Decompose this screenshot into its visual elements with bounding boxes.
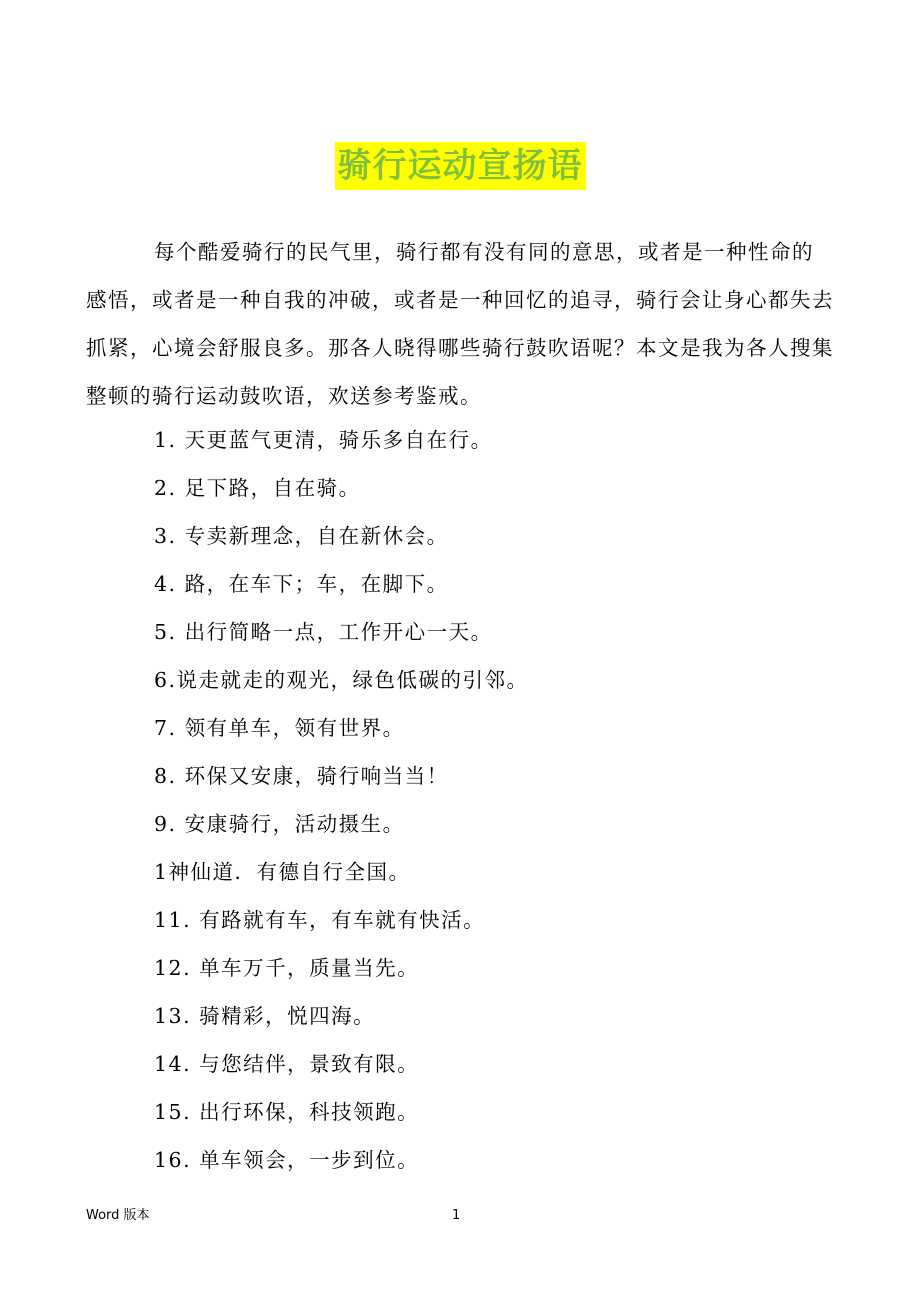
- list-item: 14. 与您结伴，景致有限。: [154, 1052, 420, 1076]
- footer-version-label: Word 版本: [86, 1208, 150, 1223]
- list-item: 6.说走就走的观光，绿色低碳的引邻。: [154, 668, 529, 692]
- list-item: 13. 骑精彩，悦四海。: [154, 1004, 376, 1028]
- list-item: 2. 足下路，自在骑。: [154, 476, 361, 500]
- list-item: 3. 专卖新理念，自在新休会。: [154, 524, 449, 548]
- list-item: 9. 安康骑行，活动摄生。: [154, 812, 405, 836]
- list-item: 11. 有路就有车，有车就有快活。: [154, 908, 486, 932]
- page-title: 骑行运动宣扬语: [335, 142, 586, 190]
- list-item: 1. 天更蓝气更清，骑乐多自在行。: [154, 428, 493, 452]
- title-container: [0, 142, 920, 190]
- list-item: 16. 单车领会，一步到位。: [154, 1148, 420, 1172]
- list-item: 12. 单车万千，质量当先。: [154, 956, 420, 980]
- page-number: 1: [452, 1208, 461, 1223]
- list-item: 7. 领有单车，领有世界。: [154, 716, 405, 740]
- list-item: 1神仙道．有德自行全国。: [154, 860, 411, 884]
- intro-paragraph: 每个酷爱骑行的民气里，骑行都有没有同的意思，或者是一种性命的感悟，或者是一种自我的冲破，或者是一种回忆的追寻，骑行会让身心都失去抓紧，心境会舒服良多。那各人晓得哪些骑行鼓吹语呢？本文是我为各人搜集整顿的骑行运动鼓吹语，欢送参考鉴戒。: [86, 240, 834, 408]
- list-item: 8. 环保又安康，骑行响当当！: [154, 764, 449, 788]
- list-item: 4. 路，在车下；车，在脚下。: [154, 572, 449, 596]
- list-item: 15. 出行环保，科技领跑。: [154, 1100, 420, 1124]
- list-item: 5. 出行简略一点，工作开心一天。: [154, 620, 493, 644]
- slogan-list: [154, 416, 529, 1184]
